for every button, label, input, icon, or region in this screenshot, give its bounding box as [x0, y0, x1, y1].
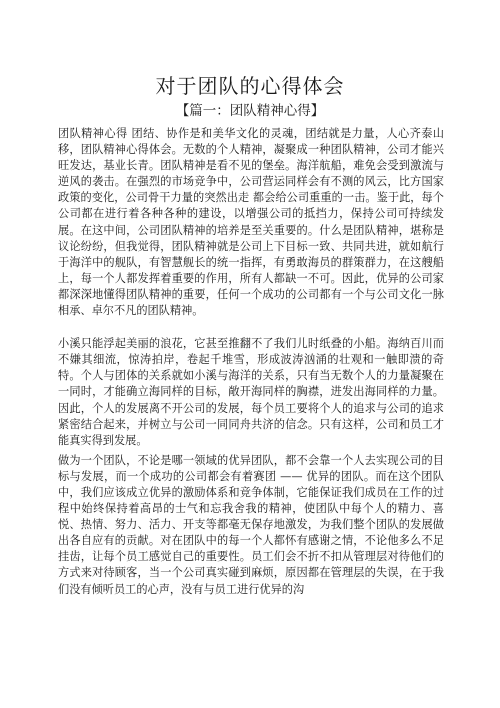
paragraph: 小溪只能浮起美丽的浪花，它甚至推翻不了我们儿时纸叠的小船。海纳百川而不嫌其细流，惊涛拍岸，卷起千堆雪，形成波涛汹涌的壮观和一触即溃的奇特。个人与团体的关系就如小溪与海洋的关系，只有当无数个人的力量凝聚在一同时，才能确立海同样的目标，敞开海同样的胸襟，进发出海同样的力量。因此，个人的发展离不开公司的发展，每个员工要将个人的追求与公司的追求紧密结合起来，并树立与公司一同同舟共济的信念。只有这样，公司和员工才能真实得到发展。: [58, 337, 444, 447]
document-title: 对于团队的心得体会: [155, 74, 345, 98]
document-body: [58, 126, 444, 598]
section-heading: 【篇一：团队精神心得】: [175, 103, 325, 119]
paragraph: 团队精神心得 团结、协作是和美华文化的灵魂，团结就是力量，人心齐泰山移，团队精神心得体会。无数的个人精神，凝聚成一种团队精神，公司才能兴旺发达，基业长青。团队精神是看不见的堡垒。海洋航船，难免会受到激流与逆风的袭击。在强烈的市场竞争中，公司营运同样会有不测的风云，比方国家政策的变化，公司骨干力量的突然出走 都会给公司重重的一击。鉴于此，每个公司都在进行着各种各种的建设，以增强公司的抵挡力，保持公司可持续发展。在这中间，公司团队精神的培养是至关重要的。什么是团队精神，堪称是议论纷纷，但我觉得，团队精神就是公司上下目标一致、共同共进，就如航行于海洋中的舰队，有智慧舰长的统一指挥，有勇敢海员的群策群力，在这艘船上，每一个人都发挥着重要的作用，所有人都缺一不可。因此，优异的公司家都深深地懂得团队精神的重要，任何一个成功的公司都有一个与公司文化一脉相承、卓尔不凡的团队精神。: [58, 127, 444, 318]
paragraph: 做为一个团队，不论是哪一领域的优异团队，都不会靠一个人去实现公司的目标与发展，而一个成功的公司都会有着赛团 —— 优异的团队。而在这个团队中，我们应该成立优异的激励体系和竞争体制，它能保证我们成员在工作的过程中始终保持着高昂的士气和忘我舍我的精神，使团队中每个人的精力、喜悦、热情、努力、活力、开支等都毫无保存地激发，为我们整个团队的发展做出各自应有的贡献。对在团队中的每一个人都怀有感谢之情，不论他多么不足挂齿，让每个员工感觉自己的重要性。员工们会不折不扣从管理层对待他们的方式来对待顾客，当一个公司真实碰到麻烦，原因都在管理层的失误，在于我们没有倾听员工的心声，没有与员工进行优异的沟: [58, 453, 444, 596]
